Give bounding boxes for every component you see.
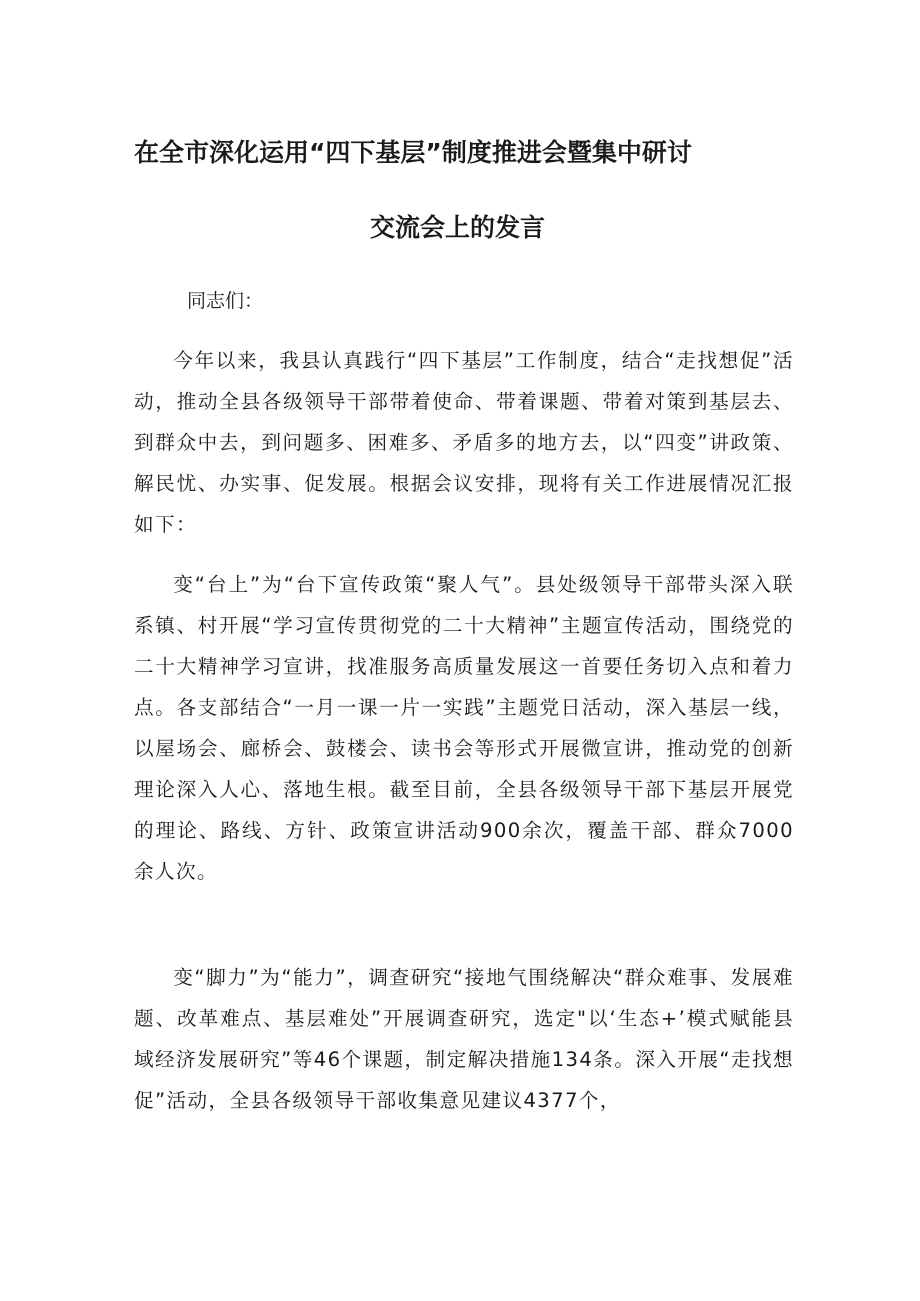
document-title-line2: 交流会上的发言 (370, 213, 546, 242)
paragraph-policy-promotion: 变“台上”为“台下宣传政策“聚人气”。县处级领导干部带头深入联系镇、村开展“学习宣传贯彻党的二十大精神”主题宣传活动，围绕党的二十大精神学习宣讲，找准服务高质量发展这一首要任务切入点和着力点。各支部结合“一月一课一片一实践”主题党日活动，深入基层一线，以屋场会、廊桥会、鼓楼会、读书会等形式开展微宣讲，推动党的创新理论深入人心、落地生根。截至目前，全县各级领导干部下基层开展党的理论、路线、方针、政策宣讲活动900余次，覆盖干部、群众7000余人次。 (134, 573, 794, 883)
document-title-line1: 在全市深化运用“四下基层”制度推进会暨集中研讨 (134, 138, 692, 167)
salutation: 同志们： (187, 290, 264, 312)
paragraph-intro: 今年以来，我县认真践行“四下基层”工作制度，结合“走找想促”活动，推动全县各级领导干部带着使命、带着课题、带着对策到基层去、到群众中去，到问题多、困难多、矛盾多的地方去，以“四变”讲政策、解民忧、办实事、促发展。根据会议安排，现将有关工作进展情况汇报如下： (134, 349, 794, 536)
paragraph-research: 变“脚力”为“能力”，调查研究“接地气围绕解决“群众难事、发展难题、改革难点、基层难处”开展调查研究，选定"以‘生态+’模式赋能县域经济发展研究”等46个课题，制定解决措施134条。深入开展“走找想促”活动，全县各级领导干部收集意见建议4377个， (134, 966, 794, 1112)
